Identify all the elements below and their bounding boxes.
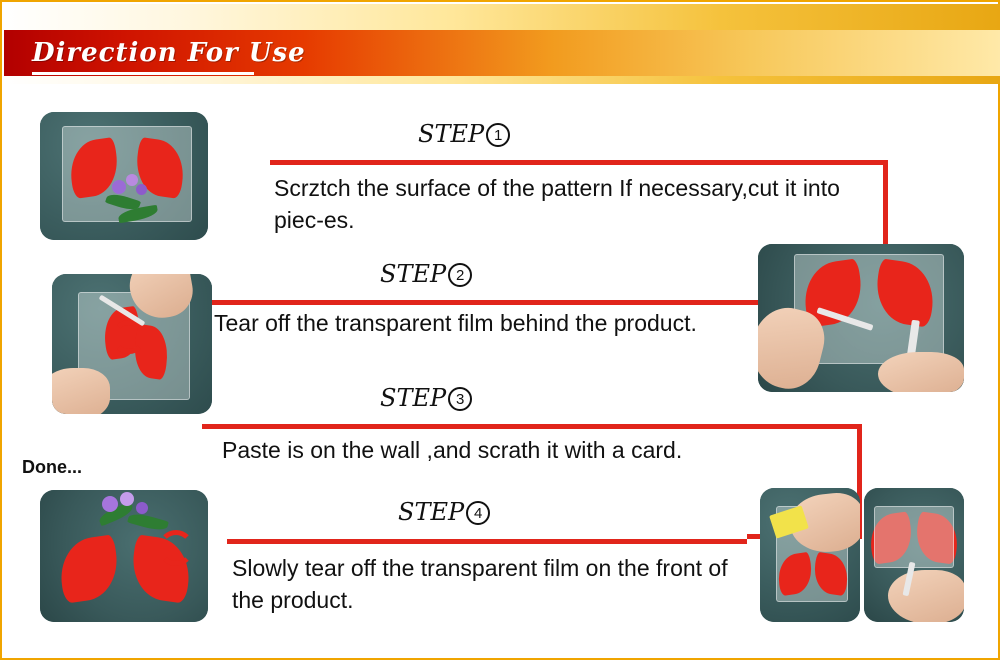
connector-step3-horizontal <box>202 424 862 429</box>
step-2-number: 2 <box>448 263 472 287</box>
flower <box>126 174 138 186</box>
step-1-label <box>418 120 510 148</box>
step-2-text: Tear off the transparent film behind the product. <box>214 310 697 336</box>
step-4-label <box>398 498 490 526</box>
film-sheet <box>874 506 954 568</box>
step-4-label-text: STEP <box>398 498 465 526</box>
step-4-text: Slowly tear off the transparent film on the front of the product. <box>232 555 728 613</box>
hand <box>52 368 110 414</box>
connector-step1-horizontal <box>270 160 888 165</box>
flower <box>136 184 147 195</box>
flower <box>120 492 134 506</box>
photo-step4-peeling-film <box>864 488 964 622</box>
page-title: Direction For Use <box>32 38 306 68</box>
connector-step4-horizontal <box>227 539 747 544</box>
title-underline <box>32 72 254 75</box>
photo-step1-pattern-on-wall <box>40 112 208 240</box>
step-3-number: 3 <box>448 387 472 411</box>
hand <box>878 352 964 392</box>
step-2-label-text: STEP <box>380 260 447 288</box>
step-4-number: 4 <box>466 501 490 525</box>
flower <box>102 496 118 512</box>
photo-step4-finished-butterfly-with-flowers <box>40 490 208 622</box>
photo-step4-card-scraping <box>760 488 860 622</box>
butterfly-wing-left <box>56 534 122 603</box>
photo-step1-result-butterfly <box>758 244 964 392</box>
swirl-detail <box>158 530 194 566</box>
header-banner <box>4 4 1000 84</box>
flower <box>136 502 148 514</box>
step-3-label <box>380 384 472 412</box>
step-1-label-text: STEP <box>418 120 485 148</box>
step-3-label-text: STEP <box>380 384 447 412</box>
step-3-text: Paste is on the wall ,and scrath it with a card. <box>222 437 683 463</box>
done-note: Done... <box>22 457 83 477</box>
step-2-label <box>380 260 472 288</box>
photo-step2-scratching-film <box>52 274 212 414</box>
flower <box>112 180 126 194</box>
hand <box>888 570 964 622</box>
leaf <box>127 511 169 534</box>
step-1-number: 1 <box>486 123 510 147</box>
connector-step2-horizontal <box>210 300 758 305</box>
step-1-text: Scrztch the surface of the pattern If necessary,cut it into piec-es. <box>274 175 840 233</box>
